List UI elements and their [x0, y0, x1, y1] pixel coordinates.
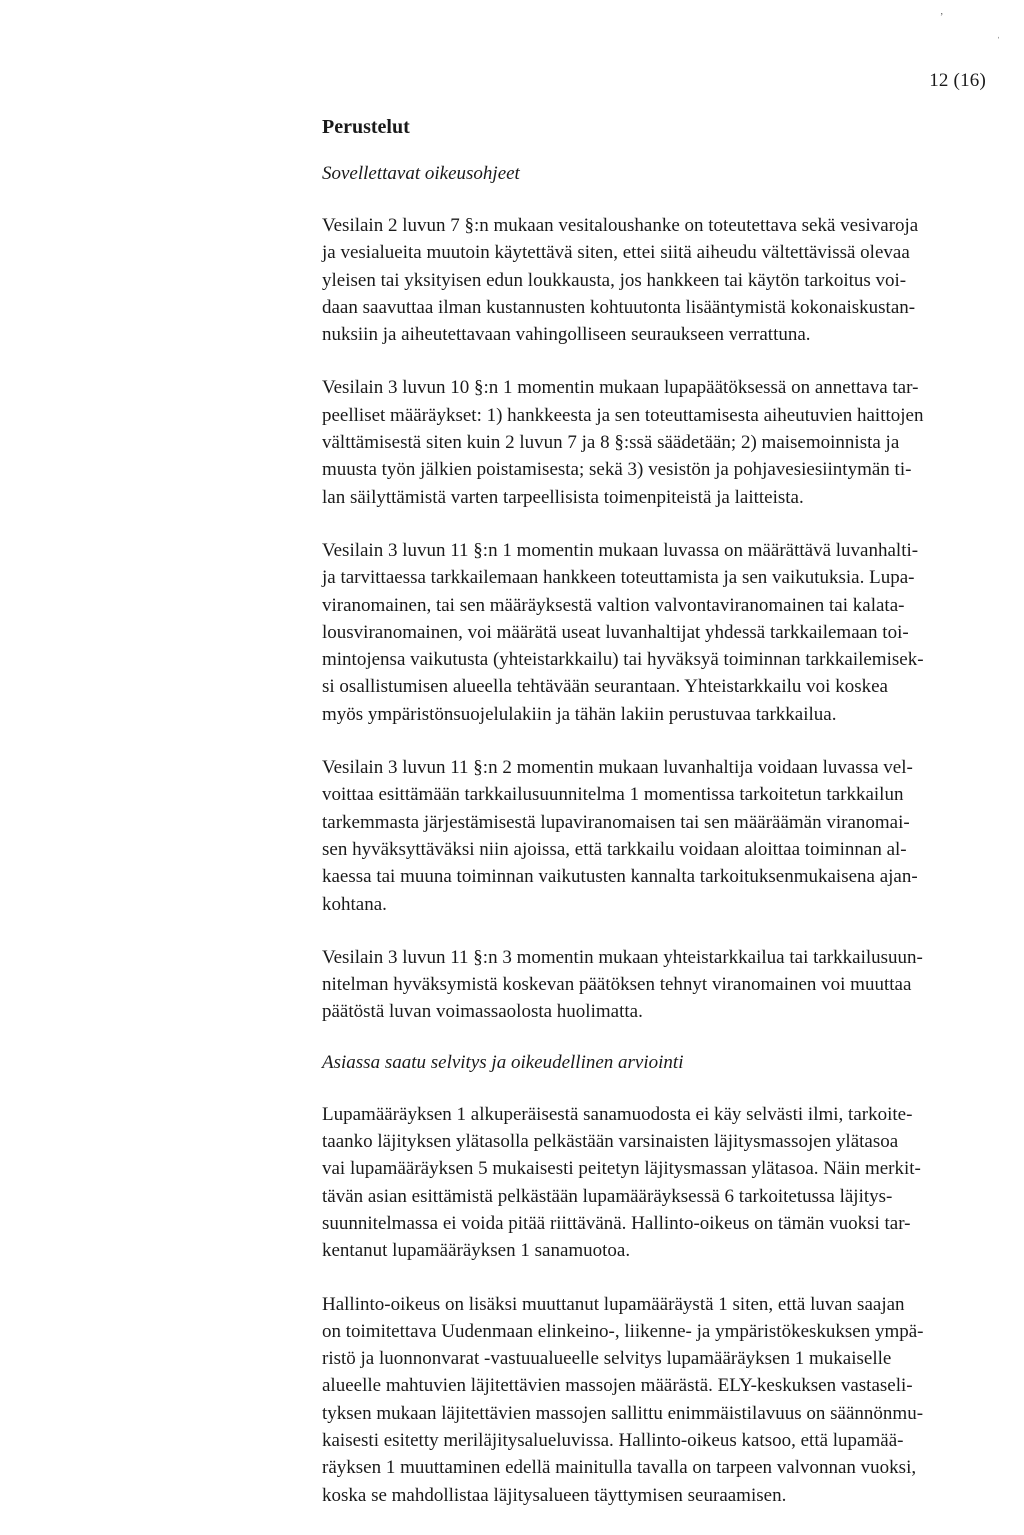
paragraph-line: voittaa esittämään tarkkailusuunnitelma 1 momentissa tarkoitetun tarkkailun [322, 784, 904, 806]
paragraph-line: lousviranomainen, voi määrätä useat luvanhaltijat yhdessä tarkkailemaan toi- [322, 621, 909, 643]
paragraph-line: alueelle mahtuvien läjitettävien massojen määrästä. ELY-keskuksen vastaseli- [322, 1375, 913, 1397]
document-body [322, 116, 982, 1535]
paragraph-line: Lupamääräyksen 1 alkuperäisestä sanamuodosta ei käy selvästi ilmi, tarkoite- [322, 1103, 913, 1125]
paragraph-line: Vesilain 2 luvun 7 §:n mukaan vesitaloushanke on toteutettava sekä vesivaroja [322, 215, 919, 236]
paragraph-line: Vesilain 3 luvun 11 §:n 1 momentin mukaan luvassa on määrättävä luvanhalti- [322, 539, 919, 561]
paragraph-line: Vesilain 3 luvun 11 §:n 3 momentin mukaan yhteistarkkailua tai tarkkailusuun- [322, 946, 923, 968]
paragraph-line: koska se mahdollistaa läjitysalueen täyttymisen seuraamisen. [322, 1484, 787, 1506]
paragraph-line: taanko läjityksen ylätasolla pelkästään varsinaisten läjitysmassojen ylätasoa [322, 1131, 899, 1153]
paragraph-line: yleisen tai yksityisen edun loukkausta, jos hankkeen tai käytön tarkoitus voi- [322, 269, 907, 291]
paragraph-line: Hallinto-oikeus on lisäksi muuttanut lupamääräystä 1 siten, että luvan saajan [322, 1293, 905, 1315]
paragraph-line: nitelman hyväksymistä koskevan päätöksen tehnyt viranomainen voi muuttaa [322, 974, 912, 996]
paragraph-line: päätöstä luvan voimassaolosta huolimatta. [322, 1001, 643, 1023]
paragraph [322, 1291, 982, 1509]
paragraph-line: tarkemmasta järjestämisestä lupaviranomaisen tai sen määräämän viranomai- [322, 811, 910, 833]
subheading: Sovellettavat oikeusohjeet [322, 163, 520, 184]
paragraph-line: mintojensa vaikutusta (yhteistarkkailu) tai hyväksyä toiminnan tarkkailemisek- [322, 649, 924, 671]
paragraph-line: tävän asian esittämistä pelkästään lupamääräyksessä 6 tarkoitetussa läjitys- [322, 1185, 893, 1207]
paragraph-line: kaessa tai muuna toiminnan vaikutusten kannalta tarkoituksenmukaisena ajan- [322, 866, 918, 888]
paragraph-line: sen hyväksyttäväksi niin ajoissa, että tarkkailu voidaan aloittaa toiminnan al- [322, 838, 907, 860]
paragraph-line: tyksen mukaan läjitettävien massojen sallittu enimmäistilavuus on säännönmu- [322, 1402, 924, 1424]
paragraph-line: ja vesialueita muutoin käytettävä siten, ettei siitä aiheudu vältettävissä olevaa [322, 242, 910, 264]
paragraph [322, 944, 982, 1026]
paragraph [322, 1101, 982, 1265]
paragraph-line: suunnitelmassa ei voida pitää riittävänä. Hallinto-oikeus on tämän vuoksi tar- [322, 1212, 911, 1234]
subheading: Asiassa saatu selvitys ja oikeudellinen arviointi [322, 1051, 684, 1073]
paragraph-line: välttämisestä siten kuin 2 luvun 7 ja 8 §:ssä säädetään; 2) maisemoinnista ja [322, 432, 900, 454]
paragraph-line: räyksen 1 muuttaminen edellä mainitulla tavalla on tarpeen valvonnan vuoksi, [322, 1457, 917, 1479]
paragraph-line: kaisesti esitetty meriläjitysalueluvissa. Hallinto-oikeus katsoo, että lupamää- [322, 1429, 904, 1451]
paragraph-line: myös ympäristönsuojelulakiin ja tähän lakiin perustuvaa tarkkailua. [322, 703, 837, 725]
paragraph-line: kentanut lupamääräyksen 1 sanamuotoa. [322, 1240, 631, 1262]
paragraph-line: Vesilain 3 luvun 10 §:n 1 momentin mukaan lupapäätöksessä on annettava tar- [322, 377, 919, 399]
paragraph [322, 212, 982, 348]
scan-mark-dash: ˈ [997, 36, 1001, 47]
paragraph-line: ristö ja luonnonvarat -vastuualueelle selvitys lupamääräyksen 1 mukaiselle [322, 1348, 892, 1370]
paragraph-line: Vesilain 3 luvun 11 §:n 2 momentin mukaan luvanhaltija voidaan luvassa vel- [322, 757, 913, 779]
paragraph-line: kohtana. [322, 893, 387, 915]
paragraph-line: nuksiin ja aiheutettavaan vahingolliseen seuraukseen verrattuna. [322, 324, 811, 346]
paragraph [322, 374, 982, 510]
paragraph-line: si osallistumisen alueella tehtävään seurantaan. Yhteistarkkailu voi koskea [322, 676, 888, 698]
paragraph-line: ja tarvittaessa tarkkailemaan hankkeen toteuttamista ja sen vaikutuksia. Lupa- [322, 567, 915, 589]
paragraph [322, 537, 982, 728]
document-blocks [322, 163, 982, 1509]
paragraph [322, 754, 982, 918]
paragraph-line: muusta työn jälkien poistamisesta; sekä 3) vesistön ja pohjavesiesiintymän ti- [322, 459, 912, 481]
paragraph-line: vai lupamääräyksen 5 mukaisesti peitetyn läjitysmassan ylätasoa. Näin merkit- [322, 1158, 921, 1180]
paragraph-line: lan säilyttämistä varten tarpeellisista toimenpiteistä ja laitteista. [322, 486, 804, 508]
section-heading: Perustelut [322, 116, 410, 138]
page-number: 12 (16) [929, 70, 986, 91]
paragraph-line: viranomainen, tai sen määräyksestä valtion valvontaviranomainen tai kalata- [322, 594, 905, 616]
scan-mark-dot: ʼ [940, 12, 944, 23]
paragraph-line: on toimitettava Uudenmaan elinkeino-, liikenne- ja ympäristökeskuksen ympä- [322, 1320, 924, 1342]
paragraph-line: peelliset määräykset: 1) hankkeesta ja sen toteuttamisesta aiheutuvien haittojen [322, 404, 924, 426]
paragraph-line: daan saavuttaa ilman kustannusten kohtuutonta lisääntymistä kokonaiskustan- [322, 296, 916, 318]
